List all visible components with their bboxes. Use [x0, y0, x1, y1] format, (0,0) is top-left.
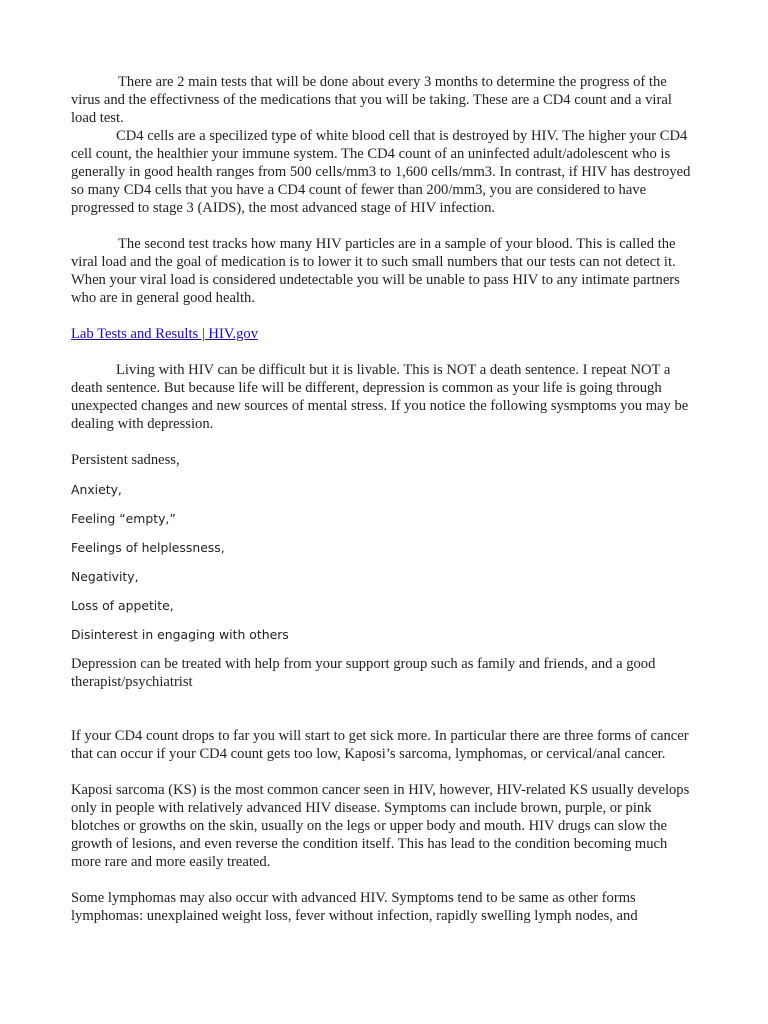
link-paragraph	[71, 325, 697, 343]
paragraph-viral-load: The second test tracks how many HIV particles are in a sample of your blood. This is called the viral load and the goal of medication is to lower it to such small numbers that our tests can not detect it. When your viral load is considered undetectable you will be unable to pass HIV to any intimate partners who are in general good health.	[71, 236, 680, 306]
symptom-item: Negativity,	[71, 569, 139, 584]
paragraph-lymphomas: Some lymphomas may also occur with advanced HIV. Symptoms tend to be same as other forms lymphomas: unexplained weight loss, fever without infection, rapidly swelling lymph nodes, and	[71, 890, 638, 924]
symptom-item: Feeling “empty,”	[71, 511, 176, 526]
lab-tests-link[interactable]: Lab Tests and Results | HIV.gov	[71, 326, 259, 342]
paragraph-kaposi-sarcoma: Kaposi sarcoma (KS) is the most common cancer seen in HIV, however, HIV-related KS usually develops only in people with relatively advanced HIV disease. Symptoms can include brown, purple, or pink blotches or growths on the skin, usually on the legs or upper body and mouth. HIV drugs can slow the growth of lesions, and even reverse the condition itself. This has lead to the condition becoming much more rare and more easily treated.	[71, 782, 690, 870]
paragraph-cd4-cells: CD4 cells are a specilized type of white blood cell that is destroyed by HIV. The higher your CD4 cell count, the healthier your immune system. The CD4 count of an uninfected adult/adolescent who is generally in good health ranges from 500 cells/mm3 to 1,600 cells/mm3. In contrast, if HIV has destroyed so many CD4 cells that you have a CD4 count of fewer than 200/mm3, you are considered to have progressed to stage 3 (AIDS), the most advanced stage of HIV infection.	[71, 128, 691, 216]
paragraph-cd4-drops: If your CD4 count drops to far you will start to get sick more. In particular there are three forms of cancer that can occur if your CD4 count gets too low, Kaposi’s sarcoma, lymphomas, or cervical/anal cancer.	[71, 728, 689, 762]
symptom-item: Disinterest in engaging with others	[71, 627, 289, 642]
symptom-item: Loss of appetite,	[71, 598, 174, 613]
paragraph-tests-intro: There are 2 main tests that will be done about every 3 months to determine the progress of the virus and the effectivness of the medications that you will be taking. These are a CD4 count and a viral load test.	[71, 74, 672, 126]
document-page	[71, 73, 697, 925]
symptom-item: Feelings of helplessness,	[71, 540, 225, 555]
paragraph-depression-treatment: Depression can be treated with help from your support group such as family and friends, and a good therapist/psychiatrist	[71, 656, 656, 690]
paragraph-living-with-hiv: Living with HIV can be difficult but it is livable. This is NOT a death sentence. I repeat NOT a death sentence. But because life will be different, depression is common as your life is going through unexpected changes and new sources of mental stress. If you notice the following sysmptoms you may be dealing with depression.	[71, 362, 689, 432]
symptom-persistent-sadness: Persistent sadness,	[71, 452, 180, 468]
symptom-item: Anxiety,	[71, 482, 122, 497]
